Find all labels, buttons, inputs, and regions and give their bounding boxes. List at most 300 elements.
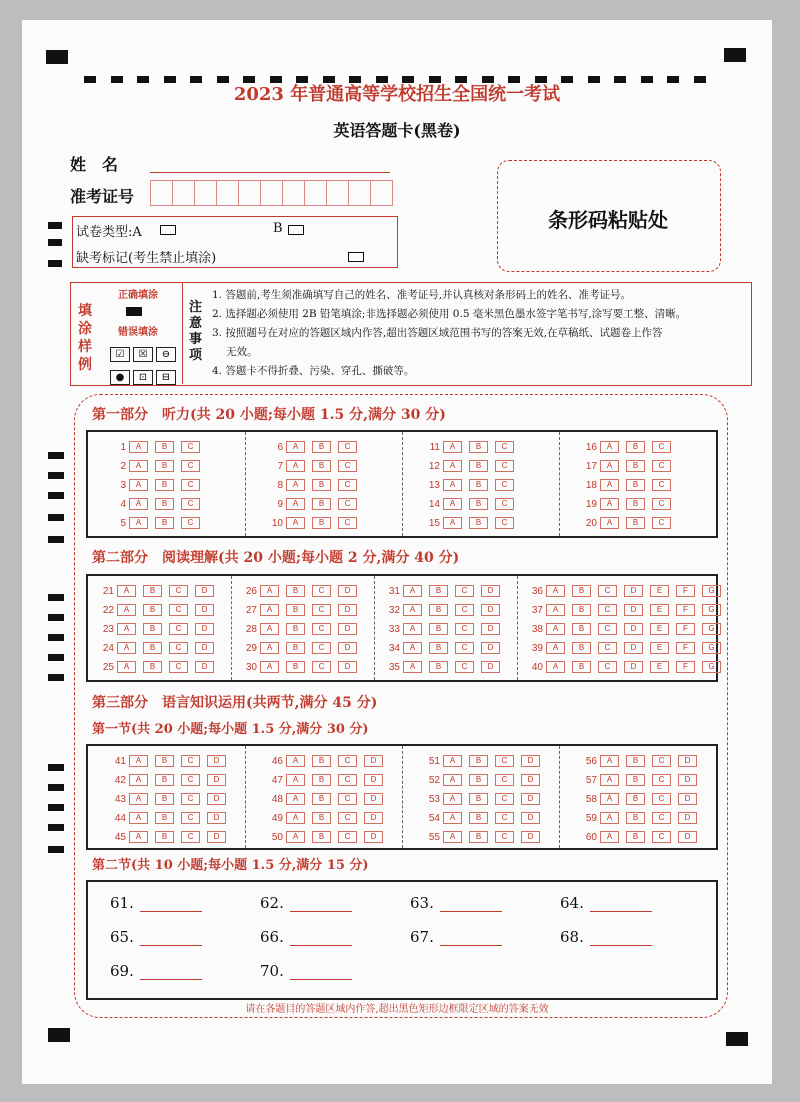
- fill-answer-line[interactable]: [140, 945, 202, 946]
- option-bubble-d[interactable]: D: [481, 661, 500, 673]
- option-bubble-c[interactable]: C: [652, 755, 671, 767]
- option-bubble-d[interactable]: D: [678, 755, 697, 767]
- option-bubble-a[interactable]: A: [600, 498, 619, 510]
- option-bubble-b[interactable]: B: [429, 623, 448, 635]
- option-bubble-a[interactable]: A: [546, 623, 565, 635]
- question-number: 37: [531, 604, 543, 616]
- option-bubble-d[interactable]: D: [624, 623, 643, 635]
- option-bubble-c[interactable]: C: [169, 623, 188, 635]
- option-bubble-a[interactable]: A: [129, 812, 148, 824]
- option-bubble-b[interactable]: B: [143, 661, 162, 673]
- side-mark: [48, 594, 64, 601]
- option-bubble-b[interactable]: B: [312, 517, 331, 529]
- option-bubble-a[interactable]: A: [117, 661, 136, 673]
- option-bubble-c[interactable]: C: [598, 585, 617, 597]
- question-number: 33: [388, 623, 400, 635]
- option-bubble-c[interactable]: C: [181, 831, 200, 843]
- option-bubble-c[interactable]: C: [312, 661, 331, 673]
- option-bubble-b[interactable]: B: [626, 479, 645, 491]
- option-bubble-d[interactable]: D: [481, 585, 500, 597]
- option-bubble-c[interactable]: C: [598, 604, 617, 616]
- option-bubble-c[interactable]: C: [181, 793, 200, 805]
- option-bubble-d[interactable]: D: [195, 623, 214, 635]
- option-bubble-b[interactable]: B: [312, 498, 331, 510]
- column-divider: [245, 746, 246, 848]
- option-bubble-e[interactable]: E: [650, 661, 669, 673]
- id-digit-box[interactable]: [150, 180, 173, 206]
- option-bubble-d[interactable]: D: [338, 623, 357, 635]
- option-bubble-a[interactable]: A: [260, 585, 279, 597]
- absent-checkbox[interactable]: [348, 252, 364, 262]
- fill-question: [110, 928, 202, 946]
- option-bubble-a[interactable]: A: [443, 441, 462, 453]
- note-item: 无效。: [226, 346, 258, 358]
- option-bubble-a[interactable]: A: [546, 661, 565, 673]
- option-bubble-a[interactable]: A: [443, 498, 462, 510]
- option-bubble-b[interactable]: B: [469, 831, 488, 843]
- wrong-fill-samples: [110, 342, 180, 388]
- side-mark: [48, 452, 64, 459]
- option-bubble-c[interactable]: C: [495, 831, 514, 843]
- fill-answer-line[interactable]: [590, 911, 652, 912]
- option-bubble-a[interactable]: A: [600, 460, 619, 472]
- option-bubble-b[interactable]: B: [155, 441, 174, 453]
- question-number: 8: [277, 479, 283, 491]
- option-bubble-c[interactable]: C: [455, 642, 474, 654]
- option-bubble-a[interactable]: A: [129, 831, 148, 843]
- option-bubble-f[interactable]: F: [676, 623, 695, 635]
- option-bubble-b[interactable]: B: [429, 604, 448, 616]
- option-bubble-b[interactable]: B: [155, 831, 174, 843]
- option-bubble-d[interactable]: D: [624, 661, 643, 673]
- option-bubble-c[interactable]: C: [312, 642, 331, 654]
- option-bubble-a[interactable]: A: [443, 812, 462, 824]
- option-bubble-c[interactable]: C: [455, 661, 474, 673]
- question-row: [102, 514, 207, 532]
- option-bubble-e[interactable]: E: [650, 642, 669, 654]
- option-bubble-b[interactable]: B: [143, 642, 162, 654]
- option-bubble-d[interactable]: D: [624, 585, 643, 597]
- option-bubble-e[interactable]: E: [650, 604, 669, 616]
- option-bubble-c[interactable]: C: [338, 498, 357, 510]
- option-bubble-b[interactable]: B: [312, 755, 331, 767]
- option-bubble-b[interactable]: B: [155, 460, 174, 472]
- option-bubble-a[interactable]: A: [286, 774, 305, 786]
- option-bubble-b[interactable]: B: [312, 441, 331, 453]
- option-bubble-b[interactable]: B: [312, 774, 331, 786]
- option-bubble-a[interactable]: A: [600, 441, 619, 453]
- option-bubble-c[interactable]: C: [495, 460, 514, 472]
- option-bubble-d[interactable]: D: [364, 755, 383, 767]
- id-digit-box[interactable]: [194, 180, 217, 206]
- question-number: 46: [271, 755, 283, 767]
- option-bubble-a[interactable]: A: [129, 793, 148, 805]
- option-bubble-b[interactable]: B: [312, 793, 331, 805]
- option-bubble-c[interactable]: C: [652, 498, 671, 510]
- option-bubble-a[interactable]: A: [600, 755, 619, 767]
- option-bubble-a[interactable]: A: [403, 642, 422, 654]
- question-number: 14: [428, 498, 440, 510]
- option-bubble-d[interactable]: D: [364, 774, 383, 786]
- option-bubble-d[interactable]: D: [364, 831, 383, 843]
- option-bubble-b[interactable]: B: [572, 604, 591, 616]
- id-digit-box[interactable]: [370, 180, 393, 206]
- fill-answer-line[interactable]: [440, 911, 502, 912]
- option-bubble-a[interactable]: A: [129, 517, 148, 529]
- option-bubble-b[interactable]: B: [155, 498, 174, 510]
- option-bubble-e[interactable]: E: [650, 585, 669, 597]
- option-bubble-d[interactable]: D: [481, 623, 500, 635]
- option-bubble-c[interactable]: C: [455, 585, 474, 597]
- option-bubble-a[interactable]: A: [546, 642, 565, 654]
- option-bubble-a[interactable]: A: [286, 831, 305, 843]
- option-bubble-c[interactable]: C: [598, 661, 617, 673]
- option-bubble-g[interactable]: G: [702, 604, 721, 616]
- option-bubble-c[interactable]: C: [312, 623, 331, 635]
- option-bubble-c[interactable]: C: [652, 441, 671, 453]
- option-bubble-d[interactable]: D: [195, 642, 214, 654]
- option-bubble-b[interactable]: B: [155, 517, 174, 529]
- name-field[interactable]: [150, 172, 390, 173]
- fill-answer-line[interactable]: [140, 979, 202, 980]
- fill-answer-line[interactable]: [290, 911, 352, 912]
- option-bubble-c[interactable]: C: [181, 479, 200, 491]
- option-bubble-a[interactable]: A: [129, 479, 148, 491]
- option-bubble-b[interactable]: B: [429, 661, 448, 673]
- option-bubble-d[interactable]: D: [678, 793, 697, 805]
- option-bubble-c[interactable]: C: [598, 623, 617, 635]
- side-mark: [48, 514, 64, 521]
- option-bubble-b[interactable]: B: [572, 642, 591, 654]
- option-bubble-d[interactable]: D: [481, 604, 500, 616]
- option-bubble-c[interactable]: C: [652, 517, 671, 529]
- id-digit-box[interactable]: [348, 180, 371, 206]
- option-bubble-b[interactable]: B: [626, 793, 645, 805]
- option-bubble-b[interactable]: B: [469, 460, 488, 472]
- option-bubble-c[interactable]: C: [338, 831, 357, 843]
- option-bubble-f[interactable]: F: [676, 604, 695, 616]
- question-row: [376, 601, 507, 619]
- option-bubble-d[interactable]: D: [521, 812, 540, 824]
- option-bubble-b[interactable]: B: [626, 517, 645, 529]
- id-digit-box[interactable]: [172, 180, 195, 206]
- option-bubble-c[interactable]: C: [495, 755, 514, 767]
- option-bubble-g[interactable]: G: [702, 642, 721, 654]
- option-bubble-d[interactable]: D: [195, 661, 214, 673]
- option-bubble-a[interactable]: A: [286, 755, 305, 767]
- option-bubble-b[interactable]: B: [312, 460, 331, 472]
- id-digit-box[interactable]: [238, 180, 261, 206]
- option-bubble-d[interactable]: D: [338, 661, 357, 673]
- option-bubble-a[interactable]: A: [286, 517, 305, 529]
- option-bubble-b[interactable]: B: [626, 774, 645, 786]
- option-bubble-d[interactable]: D: [521, 793, 540, 805]
- option-bubble-b[interactable]: B: [469, 812, 488, 824]
- option-bubble-b[interactable]: B: [429, 642, 448, 654]
- side-mark: [48, 654, 64, 661]
- option-bubble-a[interactable]: A: [286, 498, 305, 510]
- option-bubble-d[interactable]: D: [207, 755, 226, 767]
- option-bubble-b[interactable]: B: [626, 831, 645, 843]
- question-row: [519, 658, 728, 676]
- option-bubble-a[interactable]: A: [600, 793, 619, 805]
- option-bubble-d[interactable]: D: [207, 774, 226, 786]
- option-bubble-g[interactable]: G: [702, 585, 721, 597]
- option-bubble-d[interactable]: D: [338, 642, 357, 654]
- option-bubble-a[interactable]: A: [443, 831, 462, 843]
- option-bubble-c[interactable]: C: [455, 623, 474, 635]
- option-bubble-c[interactable]: C: [181, 441, 200, 453]
- option-bubble-b[interactable]: B: [155, 479, 174, 491]
- option-bubble-b[interactable]: B: [469, 793, 488, 805]
- option-bubble-c[interactable]: C: [338, 441, 357, 453]
- option-bubble-a[interactable]: A: [117, 623, 136, 635]
- option-bubble-b[interactable]: B: [286, 642, 305, 654]
- option-bubble-a[interactable]: A: [600, 812, 619, 824]
- option-bubble-f[interactable]: F: [676, 585, 695, 597]
- option-bubble-c[interactable]: C: [455, 604, 474, 616]
- option-bubble-b[interactable]: B: [469, 517, 488, 529]
- option-bubble-b[interactable]: B: [312, 479, 331, 491]
- option-bubble-d[interactable]: D: [195, 604, 214, 616]
- footer-note: 请在各题目的答题区域内作答,超出黑色矩形边框限定区域的答案无效: [245, 1004, 549, 1015]
- option-bubble-a[interactable]: A: [600, 517, 619, 529]
- option-bubble-a[interactable]: A: [403, 585, 422, 597]
- option-bubble-c[interactable]: C: [495, 774, 514, 786]
- option-bubble-a[interactable]: A: [129, 460, 148, 472]
- id-digit-box[interactable]: [326, 180, 349, 206]
- option-bubble-b[interactable]: B: [286, 585, 305, 597]
- option-bubble-d[interactable]: D: [338, 604, 357, 616]
- id-digit-box[interactable]: [304, 180, 327, 206]
- option-bubble-a[interactable]: A: [260, 604, 279, 616]
- fill-answer-line[interactable]: [440, 945, 502, 946]
- option-bubble-b[interactable]: B: [312, 831, 331, 843]
- option-bubble-d[interactable]: D: [678, 774, 697, 786]
- option-bubble-b[interactable]: B: [143, 604, 162, 616]
- option-bubble-c[interactable]: C: [495, 793, 514, 805]
- option-bubble-b[interactable]: B: [469, 774, 488, 786]
- option-bubble-d[interactable]: D: [521, 755, 540, 767]
- option-bubble-c[interactable]: C: [495, 812, 514, 824]
- side-mark: [48, 764, 64, 771]
- option-bubble-a[interactable]: A: [403, 604, 422, 616]
- id-digit-box[interactable]: [260, 180, 283, 206]
- option-bubble-b[interactable]: B: [429, 585, 448, 597]
- option-bubble-b[interactable]: B: [155, 774, 174, 786]
- question-row: [376, 582, 507, 600]
- option-bubble-c[interactable]: C: [169, 661, 188, 673]
- option-bubble-b[interactable]: B: [312, 812, 331, 824]
- option-bubble-d[interactable]: D: [195, 585, 214, 597]
- fill-question: [260, 928, 352, 946]
- option-bubble-c[interactable]: C: [338, 774, 357, 786]
- option-bubble-a[interactable]: A: [443, 460, 462, 472]
- option-bubble-a[interactable]: A: [403, 623, 422, 635]
- option-bubble-c[interactable]: C: [181, 755, 200, 767]
- option-bubble-a[interactable]: A: [600, 774, 619, 786]
- option-bubble-d[interactable]: D: [624, 642, 643, 654]
- fill-answer-line[interactable]: [290, 945, 352, 946]
- option-bubble-a[interactable]: A: [260, 661, 279, 673]
- fill-answer-line[interactable]: [290, 979, 352, 980]
- option-bubble-c[interactable]: C: [495, 479, 514, 491]
- question-row: [259, 752, 390, 770]
- question-row: [233, 620, 364, 638]
- option-bubble-b[interactable]: B: [572, 661, 591, 673]
- option-bubble-c[interactable]: C: [338, 793, 357, 805]
- side-mark: [48, 536, 64, 543]
- option-bubble-c[interactable]: C: [338, 479, 357, 491]
- question-row: [259, 809, 390, 827]
- option-bubble-c[interactable]: C: [338, 755, 357, 767]
- question-row: [102, 438, 207, 456]
- option-bubble-c[interactable]: C: [181, 774, 200, 786]
- option-bubble-a[interactable]: A: [546, 585, 565, 597]
- option-bubble-c[interactable]: C: [169, 604, 188, 616]
- option-bubble-a[interactable]: A: [117, 585, 136, 597]
- fill-answer-line[interactable]: [590, 945, 652, 946]
- option-bubble-b[interactable]: B: [155, 793, 174, 805]
- option-bubble-c[interactable]: C: [652, 460, 671, 472]
- option-bubble-d[interactable]: D: [338, 585, 357, 597]
- option-bubble-c[interactable]: C: [169, 585, 188, 597]
- question-number: 15: [428, 517, 440, 529]
- fill-answer-line[interactable]: [140, 911, 202, 912]
- option-bubble-b[interactable]: B: [469, 441, 488, 453]
- option-bubble-a[interactable]: A: [260, 623, 279, 635]
- option-bubble-b[interactable]: B: [626, 460, 645, 472]
- option-bubble-a[interactable]: A: [260, 642, 279, 654]
- option-bubble-b[interactable]: B: [469, 479, 488, 491]
- option-bubble-d[interactable]: D: [624, 604, 643, 616]
- option-bubble-e[interactable]: E: [650, 623, 669, 635]
- option-bubble-c[interactable]: C: [652, 812, 671, 824]
- option-bubble-c[interactable]: C: [338, 460, 357, 472]
- option-bubble-a[interactable]: A: [443, 774, 462, 786]
- option-bubble-c[interactable]: C: [312, 585, 331, 597]
- question-row: [102, 457, 207, 475]
- option-bubble-b[interactable]: B: [469, 755, 488, 767]
- option-bubble-a[interactable]: A: [129, 498, 148, 510]
- question-number: 39: [531, 642, 543, 654]
- option-bubble-c[interactable]: C: [598, 642, 617, 654]
- option-bubble-a[interactable]: A: [129, 755, 148, 767]
- option-bubble-a[interactable]: A: [129, 441, 148, 453]
- option-bubble-c[interactable]: C: [312, 604, 331, 616]
- option-bubble-d[interactable]: D: [678, 812, 697, 824]
- option-bubble-c[interactable]: C: [495, 498, 514, 510]
- option-bubble-d[interactable]: D: [207, 831, 226, 843]
- option-bubble-a[interactable]: A: [286, 479, 305, 491]
- option-bubble-f[interactable]: F: [676, 642, 695, 654]
- option-bubble-c[interactable]: C: [169, 642, 188, 654]
- question-row: [416, 495, 521, 513]
- option-bubble-a[interactable]: A: [443, 793, 462, 805]
- option-bubble-b[interactable]: B: [155, 755, 174, 767]
- option-bubble-b[interactable]: B: [626, 441, 645, 453]
- option-bubble-d[interactable]: D: [521, 831, 540, 843]
- question-number: 30: [245, 661, 257, 673]
- option-bubble-a[interactable]: A: [286, 812, 305, 824]
- option-bubble-c[interactable]: C: [652, 479, 671, 491]
- option-bubble-a[interactable]: A: [443, 755, 462, 767]
- option-bubble-a[interactable]: A: [117, 642, 136, 654]
- option-bubble-a[interactable]: A: [443, 479, 462, 491]
- option-bubble-b[interactable]: B: [286, 604, 305, 616]
- option-bubble-a[interactable]: A: [403, 661, 422, 673]
- option-bubble-a[interactable]: A: [286, 793, 305, 805]
- option-bubble-g[interactable]: G: [702, 623, 721, 635]
- option-bubble-b[interactable]: B: [626, 812, 645, 824]
- answer-sheet: [22, 20, 772, 1084]
- option-bubble-b[interactable]: B: [626, 498, 645, 510]
- option-bubble-b[interactable]: B: [572, 585, 591, 597]
- option-bubble-b[interactable]: B: [626, 755, 645, 767]
- option-bubble-b[interactable]: B: [155, 812, 174, 824]
- option-bubble-a[interactable]: A: [600, 479, 619, 491]
- option-bubble-d[interactable]: D: [207, 793, 226, 805]
- option-bubble-c[interactable]: C: [495, 441, 514, 453]
- question-number: 18: [585, 479, 597, 491]
- option-bubble-c[interactable]: C: [652, 831, 671, 843]
- option-bubble-b[interactable]: B: [143, 623, 162, 635]
- option-bubble-b[interactable]: B: [469, 498, 488, 510]
- side-mark: [48, 239, 62, 246]
- option-bubble-a[interactable]: A: [117, 604, 136, 616]
- question-row: [259, 790, 390, 808]
- question-row: [90, 582, 221, 600]
- id-digit-box[interactable]: [282, 180, 305, 206]
- question-row: [416, 771, 547, 789]
- option-bubble-a[interactable]: A: [129, 774, 148, 786]
- paper-type-b-checkbox[interactable]: [288, 225, 304, 235]
- option-bubble-d[interactable]: D: [364, 793, 383, 805]
- option-bubble-d[interactable]: D: [521, 774, 540, 786]
- option-bubble-b[interactable]: B: [286, 661, 305, 673]
- option-bubble-d[interactable]: D: [207, 812, 226, 824]
- option-bubble-d[interactable]: D: [481, 642, 500, 654]
- option-bubble-a[interactable]: A: [286, 460, 305, 472]
- option-bubble-a[interactable]: A: [546, 604, 565, 616]
- option-bubble-a[interactable]: A: [286, 441, 305, 453]
- option-bubble-c[interactable]: C: [338, 812, 357, 824]
- option-bubble-a[interactable]: A: [443, 517, 462, 529]
- id-label: 准考证号: [70, 187, 135, 206]
- option-bubble-f[interactable]: F: [676, 661, 695, 673]
- option-bubble-c[interactable]: C: [181, 812, 200, 824]
- option-bubble-g[interactable]: G: [702, 661, 721, 673]
- option-bubble-c[interactable]: C: [181, 460, 200, 472]
- option-bubble-c[interactable]: C: [652, 793, 671, 805]
- paper-type-a-checkbox[interactable]: [160, 225, 176, 235]
- option-bubble-d[interactable]: D: [364, 812, 383, 824]
- option-bubble-c[interactable]: C: [652, 774, 671, 786]
- question-row: [233, 639, 364, 657]
- option-bubble-b[interactable]: B: [286, 623, 305, 635]
- option-bubble-a[interactable]: A: [600, 831, 619, 843]
- option-bubble-d[interactable]: D: [678, 831, 697, 843]
- id-digit-box[interactable]: [216, 180, 239, 206]
- column-divider: [231, 576, 232, 680]
- option-bubble-c[interactable]: C: [338, 517, 357, 529]
- option-bubble-c[interactable]: C: [181, 498, 200, 510]
- option-bubble-c[interactable]: C: [181, 517, 200, 529]
- part3-title: 第三部分 语言知识运用(共两节,满分 45 分): [92, 695, 378, 711]
- option-bubble-b[interactable]: B: [572, 623, 591, 635]
- option-bubble-c[interactable]: C: [495, 517, 514, 529]
- option-bubble-b[interactable]: B: [143, 585, 162, 597]
